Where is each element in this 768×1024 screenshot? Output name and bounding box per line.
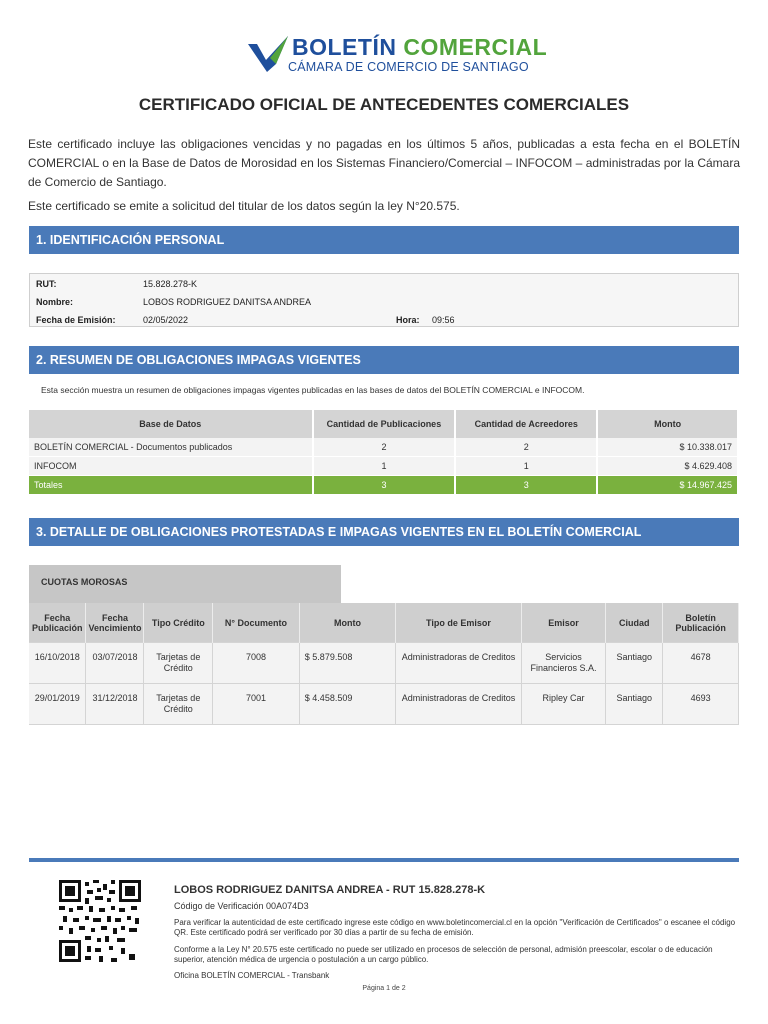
total-publicaciones: 3 bbox=[313, 476, 456, 495]
cell-tipo-credito: Tarjetas de Crédito bbox=[144, 684, 213, 725]
total-monto: $ 14.967.425 bbox=[597, 476, 738, 495]
summary-total-row bbox=[29, 476, 738, 495]
summary-cell-monto: $ 4.629.408 bbox=[597, 457, 738, 476]
rut-label: RUT: bbox=[36, 279, 57, 289]
page-number: Página 1 de 2 bbox=[362, 985, 406, 992]
fecha-label: Fecha de Emisión: bbox=[36, 315, 116, 325]
nombre-row bbox=[36, 293, 311, 311]
summary-table bbox=[29, 410, 739, 495]
document-title: CERTIFICADO OFICIAL DE ANTECEDENTES COMERCIALES bbox=[138, 95, 630, 114]
cell-fecha-vencimiento: 03/07/2018 bbox=[86, 643, 144, 684]
detail-header-fecha-vencimiento: Fecha Vencimiento bbox=[86, 603, 144, 643]
detail-table bbox=[29, 603, 739, 725]
detail-header-tipo-credito: Tipo Crédito bbox=[144, 603, 213, 643]
cell-tipo-credito: Tarjetas de Crédito bbox=[144, 643, 213, 684]
section-3-header: 3. DETALLE DE OBLIGACIONES PROTESTADAS E IMPAGAS VIGENTES EN EL BOLETÍN COMERCIAL bbox=[29, 518, 739, 546]
detail-header-tipo-emisor: Tipo de Emisor bbox=[396, 603, 521, 643]
intro-law-paragraph: Este certificado se emite a solicitud del titular de los datos según la ley N°20.575. bbox=[28, 199, 460, 213]
rut-row bbox=[36, 275, 197, 293]
cell-ciudad: Santiago bbox=[606, 684, 663, 725]
cell-ciudad: Santiago bbox=[606, 643, 663, 684]
summary-cell-monto: $ 10.338.017 bbox=[597, 438, 738, 457]
cell-fecha-publicacion: 16/10/2018 bbox=[29, 643, 86, 684]
total-acreedores: 3 bbox=[455, 476, 597, 495]
summary-cell-acreedores: 2 bbox=[455, 438, 597, 457]
summary-header-monto: Monto bbox=[597, 410, 738, 438]
cell-monto: $ 5.879.508 bbox=[299, 643, 395, 684]
detail-header-documento: N° Documento bbox=[213, 603, 300, 643]
summary-header-acreedores: Cantidad de Acreedores bbox=[455, 410, 597, 438]
detail-header-ciudad: Ciudad bbox=[606, 603, 663, 643]
fecha-row bbox=[36, 311, 726, 329]
cell-emisor: Servicios Financieros S.A. bbox=[521, 643, 606, 684]
identification-box bbox=[29, 273, 739, 327]
cell-fecha-vencimiento: 31/12/2018 bbox=[86, 684, 144, 725]
footer-holder-name: LOBOS RODRIGUEZ DANITSA ANDREA - RUT 15.828.278-K bbox=[174, 884, 486, 896]
hora-label: Hora: bbox=[396, 315, 420, 325]
cell-emisor: Ripley Car bbox=[521, 684, 606, 725]
table-row bbox=[29, 457, 738, 476]
logo-title bbox=[292, 34, 547, 61]
summary-cell-publicaciones: 1 bbox=[313, 457, 456, 476]
qr-code-icon[interactable] bbox=[59, 880, 141, 962]
detail-header-emisor: Emisor bbox=[521, 603, 606, 643]
summary-cell-base: BOLETÍN COMERCIAL - Documentos publicados bbox=[29, 438, 313, 457]
summary-cell-acreedores: 1 bbox=[455, 457, 597, 476]
summary-cell-base: INFOCOM bbox=[29, 457, 313, 476]
section-2-note: Esta sección muestra un resumen de obligaciones impagas vigentes publicadas en las bases de datos del BOLETÍN COMERCIAL e INFOCOM. bbox=[41, 385, 585, 395]
detail-header-monto: Monto bbox=[299, 603, 395, 643]
footer-divider bbox=[29, 858, 739, 862]
cell-documento: 7001 bbox=[213, 684, 300, 725]
logo-subtitle: CÁMARA DE COMERCIO DE SANTIAGO bbox=[288, 60, 529, 74]
verification-code: Código de Verificación 00A074D3 bbox=[174, 901, 309, 911]
cell-tipo-emisor: Administradoras de Creditos bbox=[396, 643, 521, 684]
intro-paragraph: Este certificado incluye las obligaciones vencidas y no pagadas en los últimos 5 años, publicadas a esta fecha en el BOLETÍN COMERCIAL o en la Base de Datos de Morosidad en los Sistemas Financiero/Comercial – INFOCOM – administradas por la Cámara de Comercio de Santiago. bbox=[28, 137, 740, 189]
fecha-value: 02/05/2022 bbox=[143, 315, 189, 325]
cell-documento: 7008 bbox=[213, 643, 300, 684]
section-2-header: 2. RESUMEN DE OBLIGACIONES IMPAGAS VIGENTES bbox=[29, 346, 739, 374]
table-row bbox=[29, 684, 739, 725]
cell-boletin: 4693 bbox=[663, 684, 739, 725]
nombre-label: Nombre: bbox=[36, 297, 74, 307]
table-row bbox=[29, 643, 739, 684]
cell-monto: $ 4.458.509 bbox=[299, 684, 395, 725]
summary-cell-publicaciones: 2 bbox=[313, 438, 456, 457]
footer-office: Oficina BOLETÍN COMERCIAL - Transbank bbox=[174, 971, 330, 980]
detail-header-row bbox=[29, 603, 739, 643]
boletin-comercial-logo bbox=[248, 30, 548, 80]
detail-header-boletin: Boletín Publicación bbox=[663, 603, 739, 643]
rut-value: 15.828.278-K bbox=[143, 279, 198, 289]
total-label: Totales bbox=[29, 476, 313, 495]
summary-header-publicaciones: Cantidad de Publicaciones bbox=[313, 410, 456, 438]
cell-tipo-emisor: Administradoras de Creditos bbox=[396, 684, 521, 725]
nombre-value: LOBOS RODRIGUEZ DANITSA ANDREA bbox=[143, 297, 312, 307]
table-row bbox=[29, 438, 738, 457]
logo-word-comercial: COMERCIAL bbox=[403, 34, 548, 60]
summary-header-base: Base de Datos bbox=[29, 410, 313, 438]
logo-word-boletin: BOLETÍN bbox=[292, 34, 397, 60]
section-1-header: 1. IDENTIFICACIÓN PERSONAL bbox=[29, 226, 739, 254]
summary-header-row bbox=[29, 410, 738, 438]
detail-header-fecha-publicacion: Fecha Publicación bbox=[29, 603, 86, 643]
checkmark-logo-icon bbox=[248, 34, 292, 74]
footer-verification-text: Para verificar la autenticidad de este certificado ingrese este código en www.boletincomercial.cl en la opción "Verificación de Certificados" o escanee el código QR. Este certificado podrá ser verificado por 30 días a partir de su fecha de emisión. bbox=[174, 918, 736, 937]
cuotas-morosas-label: CUOTAS MOROSAS bbox=[29, 565, 341, 603]
cell-fecha-publicacion: 29/01/2019 bbox=[29, 684, 86, 725]
cell-boletin: 4678 bbox=[663, 643, 739, 684]
footer-law-text: Conforme a la Ley N° 20.575 este certificado no puede ser utilizado en procesos de selección de personal, admisión preescolar, escolar o de educación superior, atención médica de urgencia o postulación a un cargo público. bbox=[174, 945, 713, 964]
hora-value: 09:56 bbox=[432, 315, 455, 325]
